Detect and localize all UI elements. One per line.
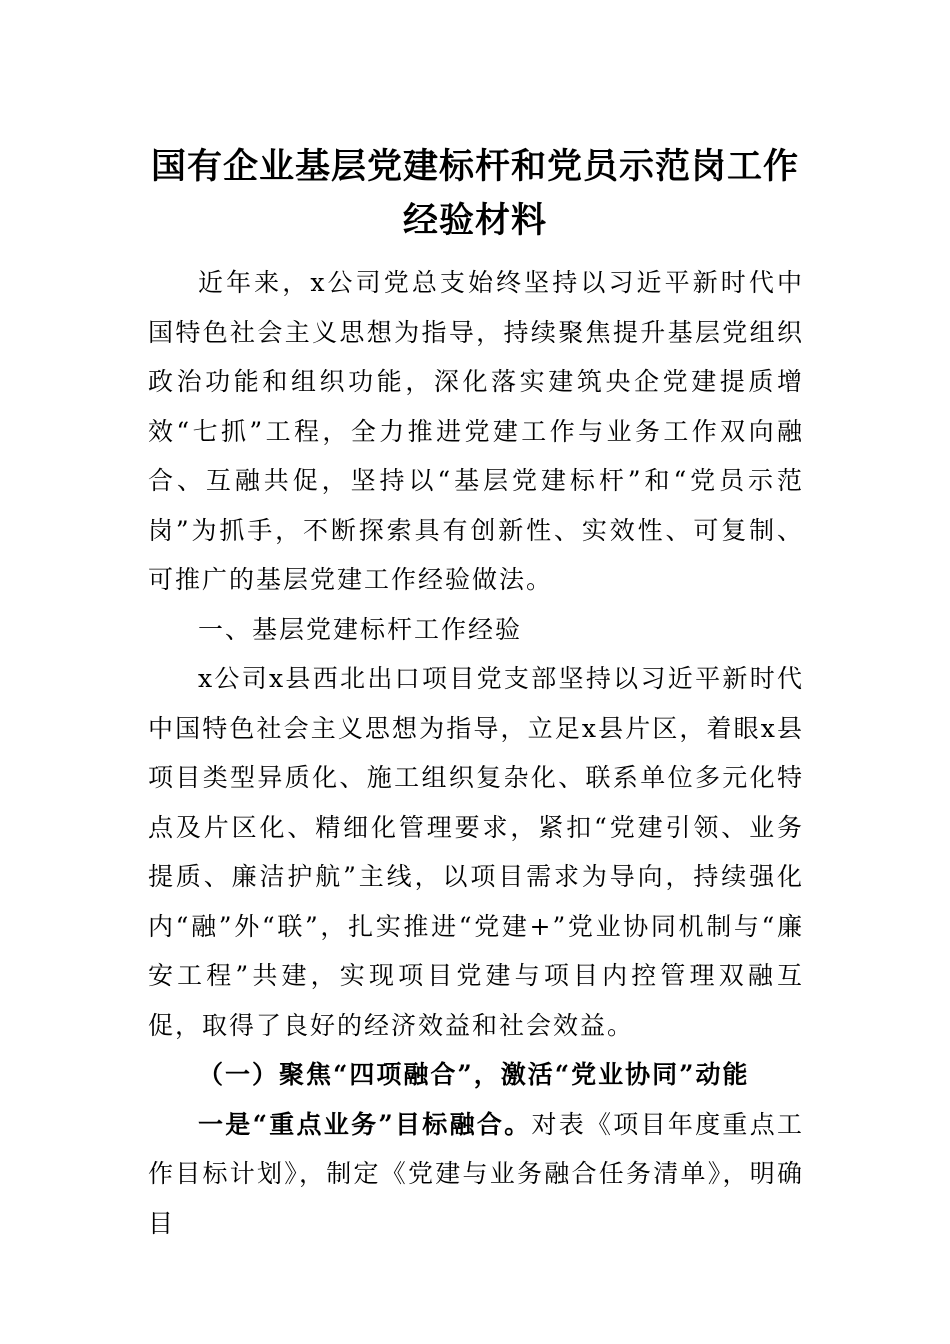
section-1-heading: 一、基层党建标杆工作经验 <box>198 614 523 644</box>
document-title <box>140 140 810 248</box>
title-line-1: 国有企业基层党建标杆和党员示范岗工作 <box>150 146 799 187</box>
subsection-1-heading: （一）聚焦“四项融合”，激活“党业协同”动能 <box>198 1060 750 1089</box>
point-1-paragraph <box>148 1100 804 1249</box>
intro-paragraph: 近年来，x公司党总支始终坚持以习近平新时代中国特色社会主义思想为指导，持续聚焦提升基层党组织政治功能和组织功能，深化落实建筑央企党建提质增效“七抓”工程，全力推进党建工作与业务工作双向融合、互融共促，坚持以“基层党建标杆”和“党员示范岗”为抓手，不断探索具有创新性、实效性、可复制、可推广的基层党建工作经验做法。 <box>148 268 804 594</box>
section-1-paragraph: x公司x县西北出口项目党支部坚持以习近平新时代中国特色社会主义思想为指导，立足x县片区，着眼x县项目类型异质化、施工组织复杂化、联系单位多元化特点及片区化、精细化管理要求，紧扣“党建引领、业务提质、廉洁护航”主线，以项目需求为导向，持续强化内“融”外“联”，扎实推进“党建+”党业协同机制与“廉安工程”共建，实现项目党建与项目内控管理双融互促，取得了良好的经济效益和社会效益。 <box>148 664 804 1040</box>
document-body <box>148 258 804 1248</box>
point-1-text: 对表《项目年度重点工作目标计划》，制定《党建与业务融合任务清单》，明确目 <box>148 1109 804 1238</box>
point-1-lead: 一是“重点业务”目标融合。 <box>198 1109 532 1139</box>
title-line-2: 经验材料 <box>402 200 547 241</box>
